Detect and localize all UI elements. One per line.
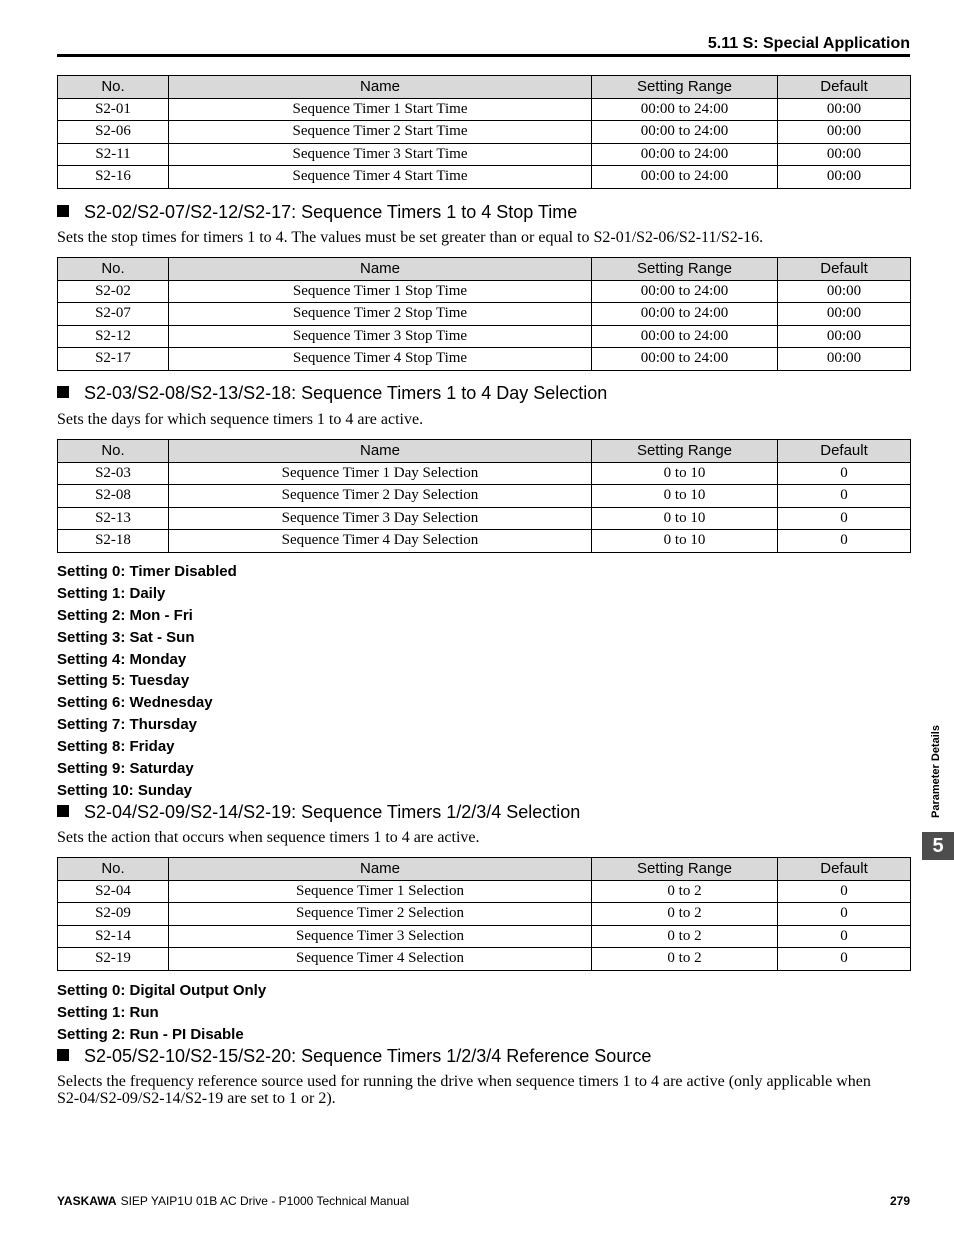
cell-default: 00:00 [778, 98, 911, 121]
cell-no: S2-03 [58, 462, 169, 485]
table-row [58, 325, 911, 348]
cell-name: Sequence Timer 2 Day Selection [169, 485, 592, 508]
cell-name: Sequence Timer 1 Start Time [169, 98, 592, 121]
column-header-setting-range: Setting Range [592, 440, 778, 463]
heading-text: S2-04/S2-09/S2-14/S2-19: Sequence Timers 1/2/3/4 Selection [84, 802, 581, 822]
cell-setting-range: 00:00 to 24:00 [592, 98, 778, 121]
square-bullet-icon [57, 805, 69, 817]
section-heading-reference-source [57, 1046, 651, 1067]
table-header-row [58, 440, 911, 463]
cell-default: 0 [778, 948, 911, 971]
cell-name: Sequence Timer 4 Start Time [169, 166, 592, 189]
chapter-number-tab: 5 [922, 832, 954, 860]
cell-name: Sequence Timer 2 Stop Time [169, 303, 592, 326]
table-header-row [58, 858, 911, 881]
cell-no: S2-13 [58, 507, 169, 530]
cell-name: Sequence Timer 3 Selection [169, 925, 592, 948]
cell-name: Sequence Timer 1 Day Selection [169, 462, 592, 485]
header-rule [57, 54, 910, 57]
setting-item: Setting 0: Timer Disabled [57, 563, 237, 580]
table-row [58, 98, 911, 121]
cell-no: S2-07 [58, 303, 169, 326]
section-description: Sets the stop times for timers 1 to 4. The values must be set greater than or equal to S2-01/S2-06/S2-11/S2-16. [57, 229, 764, 246]
cell-name: Sequence Timer 4 Selection [169, 948, 592, 971]
cell-setting-range: 00:00 to 24:00 [592, 121, 778, 144]
description-line: Selects the frequency reference source used for running the drive when sequence timers 1 to 4 are active (only applicable when [57, 1073, 871, 1090]
cell-no: S2-16 [58, 166, 169, 189]
cell-setting-range: 0 to 10 [592, 485, 778, 508]
cell-setting-range: 00:00 to 24:00 [592, 280, 778, 303]
cell-setting-range: 00:00 to 24:00 [592, 143, 778, 166]
setting-item: Setting 4: Monday [57, 650, 187, 668]
column-header-no: No. [58, 76, 169, 99]
page-number: 279 [889, 1194, 910, 1208]
section-heading-timer-selection [57, 802, 580, 823]
day-selection-table [57, 439, 911, 553]
setting-item: Setting 0: Digital Output Only [57, 982, 267, 999]
cell-name: Sequence Timer 2 Selection [169, 903, 592, 926]
column-header-no: No. [58, 440, 169, 463]
square-bullet-icon [57, 205, 69, 217]
section-description: Sets the days for which sequence timers 1 to 4 are active. [57, 411, 424, 428]
setting-item: Setting 1: Run [57, 1003, 159, 1021]
setting-item: Setting 8: Friday [57, 738, 175, 756]
footer [57, 1194, 409, 1208]
cell-setting-range: 0 to 2 [592, 925, 778, 948]
cell-no: S2-04 [58, 880, 169, 903]
setting-item: Setting 2: Run - PI Disable [57, 1025, 244, 1043]
column-header-setting-range: Setting Range [592, 858, 778, 881]
cell-no: S2-18 [58, 530, 169, 553]
cell-setting-range: 00:00 to 24:00 [592, 166, 778, 189]
table-row [58, 303, 911, 326]
cell-default: 00:00 [778, 348, 911, 371]
cell-name: Sequence Timer 1 Stop Time [169, 280, 592, 303]
cell-name: Sequence Timer 4 Day Selection [169, 530, 592, 553]
cell-name: Sequence Timer 2 Start Time [169, 121, 592, 144]
cell-no: S2-14 [58, 925, 169, 948]
cell-default: 0 [778, 507, 911, 530]
table-header-row [58, 76, 911, 99]
section-heading-day-selection [57, 383, 607, 404]
setting-item: Setting 5: Tuesday [57, 672, 190, 690]
cell-default: 0 [778, 925, 911, 948]
table-row [58, 280, 911, 303]
table-row [58, 166, 911, 189]
cell-default: 00:00 [778, 280, 911, 303]
table-row [58, 485, 911, 508]
cell-default: 0 [778, 462, 911, 485]
column-header-default: Default [778, 258, 911, 281]
column-header-setting-range: Setting Range [592, 76, 778, 99]
setting-item: Setting 3: Sat - Sun [57, 628, 195, 646]
cell-setting-range: 0 to 2 [592, 880, 778, 903]
column-header-setting-range: Setting Range [592, 258, 778, 281]
cell-name: Sequence Timer 1 Selection [169, 880, 592, 903]
cell-name: Sequence Timer 3 Stop Time [169, 325, 592, 348]
start-time-table [57, 75, 911, 189]
footer-brand: YASKAWA [57, 1194, 117, 1208]
cell-default: 0 [778, 530, 911, 553]
cell-default: 00:00 [778, 325, 911, 348]
setting-item: Setting 2: Mon - Fri [57, 606, 193, 624]
stop-time-table [57, 257, 911, 371]
cell-setting-range: 0 to 2 [592, 903, 778, 926]
cell-setting-range: 0 to 2 [592, 948, 778, 971]
heading-text: S2-02/S2-07/S2-12/S2-17: Sequence Timers 1 to 4 Stop Time [84, 202, 578, 222]
cell-name: Sequence Timer 3 Start Time [169, 143, 592, 166]
timer-selection-table [57, 857, 911, 971]
cell-name: Sequence Timer 4 Stop Time [169, 348, 592, 371]
cell-no: S2-17 [58, 348, 169, 371]
cell-setting-range: 0 to 10 [592, 507, 778, 530]
table-row [58, 143, 911, 166]
cell-no: S2-09 [58, 903, 169, 926]
cell-no: S2-19 [58, 948, 169, 971]
column-header-default: Default [778, 76, 911, 99]
column-header-no: No. [58, 858, 169, 881]
section-title: 5.11 S: Special Application [707, 35, 910, 52]
table-row [58, 507, 911, 530]
table-row [58, 530, 911, 553]
column-header-no: No. [58, 258, 169, 281]
timer-selection-settings-list [57, 980, 266, 1046]
table-row [58, 348, 911, 371]
section-description [57, 1073, 912, 1107]
cell-default: 0 [778, 485, 911, 508]
setting-item: Setting 7: Thursday [57, 716, 198, 734]
table-header-row [58, 258, 911, 281]
heading-text: S2-05/S2-10/S2-15/S2-20: Sequence Timers 1/2/3/4 Reference Source [84, 1046, 652, 1066]
cell-setting-range: 00:00 to 24:00 [592, 325, 778, 348]
square-bullet-icon [57, 386, 69, 398]
column-header-name: Name [169, 258, 592, 281]
table-row [58, 903, 911, 926]
column-header-name: Name [169, 76, 592, 99]
cell-no: S2-06 [58, 121, 169, 144]
cell-default: 00:00 [778, 303, 911, 326]
table-row [58, 880, 911, 903]
cell-default: 0 [778, 903, 911, 926]
column-header-default: Default [778, 858, 911, 881]
section-heading-stop-time [57, 202, 577, 223]
cell-default: 0 [778, 880, 911, 903]
table-row [58, 948, 911, 971]
cell-default: 00:00 [778, 143, 911, 166]
setting-item: Setting 10: Sunday [57, 781, 193, 799]
table-row [58, 925, 911, 948]
side-tab-label: Parameter Details [930, 725, 942, 818]
cell-no: S2-02 [58, 280, 169, 303]
setting-item: Setting 6: Wednesday [57, 694, 213, 712]
column-header-name: Name [169, 440, 592, 463]
cell-setting-range: 0 to 10 [592, 462, 778, 485]
cell-default: 00:00 [778, 166, 911, 189]
table-row [58, 462, 911, 485]
cell-no: S2-08 [58, 485, 169, 508]
cell-setting-range: 00:00 to 24:00 [592, 348, 778, 371]
setting-item: Setting 9: Saturday [57, 760, 194, 778]
square-bullet-icon [57, 1049, 69, 1061]
heading-text: S2-03/S2-08/S2-13/S2-18: Sequence Timers 1 to 4 Day Selection [84, 383, 608, 403]
description-line: S2-04/S2-09/S2-14/S2-19 are set to 1 or 2). [57, 1090, 336, 1107]
cell-no: S2-11 [58, 143, 169, 166]
section-description: Sets the action that occurs when sequence timers 1 to 4 are active. [57, 829, 480, 846]
column-header-default: Default [778, 440, 911, 463]
cell-no: S2-01 [58, 98, 169, 121]
setting-item: Setting 1: Daily [57, 584, 166, 602]
cell-setting-range: 0 to 10 [592, 530, 778, 553]
cell-no: S2-12 [58, 325, 169, 348]
footer-doc-title: SIEP YAIP1U 01B AC Drive - P1000 Technical Manual [120, 1194, 410, 1208]
cell-name: Sequence Timer 3 Day Selection [169, 507, 592, 530]
table-row [58, 121, 911, 144]
cell-setting-range: 00:00 to 24:00 [592, 303, 778, 326]
column-header-name: Name [169, 858, 592, 881]
day-selection-settings-list [57, 561, 237, 802]
cell-default: 00:00 [778, 121, 911, 144]
